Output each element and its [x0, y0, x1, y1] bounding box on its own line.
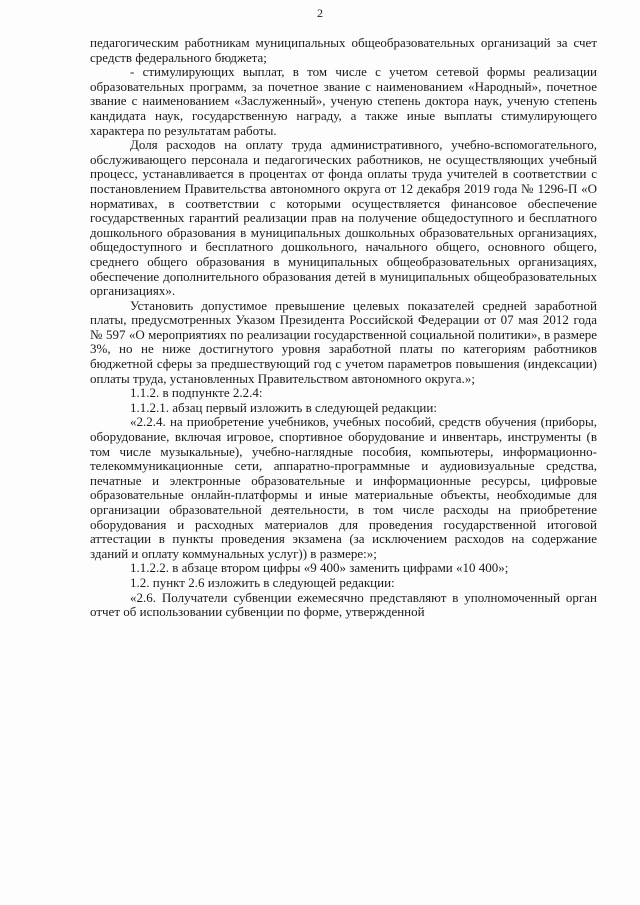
paragraph-10: «2.6. Получатели субвенции ежемесячно представляют в уполномоченный орган отчет об использовании субвенции по форме, утвержденной: [90, 589, 597, 620]
paragraph-3: Доля расходов на оплату труда административного, учебно-вспомогательного, обслуживающего персонала и педагогических работников, не осуществляющих учебный процесс, устанавливается в процентах от фонда оплаты труда учителей в соответствии с постановлением Правительства автономного округа от 12 декабря 2019 года № 1296-П «О нормативах, в соответствии с которыми осуществляется финансовое обеспечение государственных гарантий реализации прав на получение общедоступного и бесплатного дошкольного образования в муниципальных дошкольных образовательных организациях, общедоступного и бесплатного дошкольного, начального общего, основного общего, среднего общего образования в муниципальных общеобразовательных организациях, обеспечение дополнительного образования детей в муниципальных общеобразовательных организациях».: [90, 137, 597, 299]
paragraph-8: 1.1.2.2. в абзаце втором цифры «9 400» заменить цифрами «10 400»;: [130, 560, 509, 576]
paragraph-9: 1.2. пункт 2.6 изложить в следующей редакции:: [130, 574, 395, 590]
paragraph-6: 1.1.2.1. абзац первый изложить в следующей редакции:: [130, 399, 437, 415]
page-number: 2: [317, 6, 323, 20]
paragraph-4: Установить допустимое превышение целевых показателей средней заработной платы, предусмотренных Указом Президента Российской Федерации от 07 мая 2012 года № 597 «О мероприятиях по реализации государственной социальной политики», в размере 3%, но не ниже достигнутого уровня заработной платы по категориям работников бюджетной сферы за предшествующий год с учетом параметров повышения (индексации) оплаты труда, установленных Правительством автономного округа.»;: [90, 297, 597, 386]
paragraph-2: - стимулирующих выплат, в том числе с учетом сетевой формы реализации образовательных программ, за почетное звание с наименованием «Народный», почетное звание с наименованием «Заслуженный», ученую степень доктора наук, ученую степень кандидата наук, государственную награду, а также иные выплаты стимулирующего характера по результатам работы.: [90, 64, 597, 138]
paragraph-5: 1.1.2. в подпункте 2.2.4:: [130, 385, 263, 401]
paragraph-1: педагогическим работникам муниципальных общеобразовательных организаций за счет средств федерального бюджета;: [90, 35, 597, 65]
document-body: [90, 36, 597, 620]
paragraph-7: «2.2.4. на приобретение учебников, учебных пособий, средств обучения (приборы, оборудование, включая игровое, спортивное оборудование и инвентарь, инструменты (в том числе музыкальные), учебно-наглядные пособия, компьютеры, информационно-телекоммуникационные сети, аппаратно-программные и аудиовизуальные средства, печатные и электронные образовательные и информационные ресурсы, цифровые образовательные онлайн-платформы и иные материальные объекты, необходимые для организации образовательной деятельности, в том числе расходы на приобретение оборудования и расходных материалов для проведения государственной итоговой аттестации в пункты проведения экзамена (за исключением расходов на содержание зданий и оплату коммунальных услуг)) в размере:»;: [90, 414, 597, 561]
